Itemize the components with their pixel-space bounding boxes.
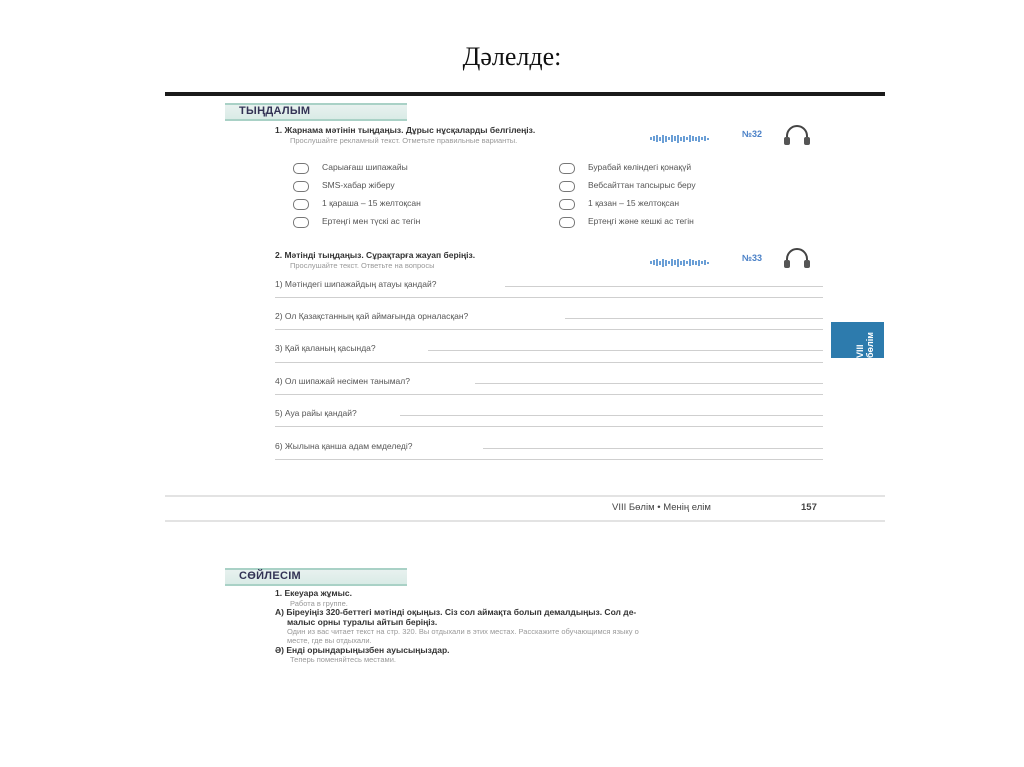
headphones-icon bbox=[782, 124, 812, 146]
footer-chapter: VIII Бөлім • Менің елім bbox=[612, 502, 711, 513]
page-number: 157 bbox=[801, 502, 817, 513]
option-label: Ертеңгі және кешкі ас тегін bbox=[588, 216, 694, 226]
option-label: 1 қазан – 15 желтоқсан bbox=[588, 198, 680, 208]
answer-line[interactable] bbox=[275, 362, 823, 363]
question-text: 2) Ол Қазақстанның қай аймағында орналасқан? bbox=[275, 311, 469, 321]
answer-line[interactable] bbox=[275, 459, 823, 460]
question-text: 3) Қай қаланың қасында? bbox=[275, 343, 376, 353]
audio-wave-icon bbox=[650, 254, 710, 262]
task-a-sub2: месте, где вы отдыхали. bbox=[287, 636, 372, 645]
track-number: №32 bbox=[742, 129, 763, 139]
task-title: 1. Жарнама мәтінін тыңдаңыз. Дұрыс нұсқаларды белгілеңіз. bbox=[275, 125, 536, 135]
option-label: Бурабай көліндегі қонақүй bbox=[588, 162, 692, 172]
option-label: 1 қараша – 15 желтоқсан bbox=[322, 198, 421, 208]
option-checkbox[interactable] bbox=[559, 163, 575, 174]
answer-line[interactable] bbox=[475, 383, 823, 384]
task-subtitle: Прослушайте текст. Ответьте на вопросы bbox=[290, 261, 435, 270]
slide-title: Дәлелде: bbox=[462, 42, 562, 71]
option-checkbox[interactable] bbox=[293, 181, 309, 192]
answer-line[interactable] bbox=[275, 297, 823, 298]
task-subtitle: Работа в группе. bbox=[290, 599, 348, 608]
answer-line[interactable] bbox=[275, 329, 823, 330]
answer-line[interactable] bbox=[483, 448, 823, 449]
option-checkbox[interactable] bbox=[559, 181, 575, 192]
answer-line[interactable] bbox=[275, 426, 823, 427]
question-text: 1) Мәтіндегі шипажайдың атауы қандай? bbox=[275, 279, 437, 289]
task-a-sub1: Один из вас читает текст на стр. 320. Вы отдыхали в этих местах. Расскажите обучающимся языку о bbox=[287, 627, 639, 636]
question-text: 5) Ауа райы қандай? bbox=[275, 408, 357, 418]
audio-wave-icon bbox=[650, 130, 710, 138]
option-label: SMS-хабар жіберу bbox=[322, 180, 395, 190]
option-checkbox[interactable] bbox=[293, 199, 309, 210]
section-title: СӨЙЛЕСІМ bbox=[239, 570, 302, 582]
track-number: №33 bbox=[742, 253, 763, 263]
option-label: Вебсайттан тапсырыс беру bbox=[588, 180, 696, 190]
option-checkbox[interactable] bbox=[559, 217, 575, 228]
section-header-listening bbox=[225, 103, 407, 121]
option-label: Сарыағаш шипажайы bbox=[322, 162, 408, 172]
task-a-line2: малыс орны туралы айтып беріңіз. bbox=[287, 617, 438, 627]
page-footer-rule bbox=[165, 495, 885, 497]
answer-line[interactable] bbox=[400, 415, 823, 416]
question-text: 6) Жылына қанша адам емделеді? bbox=[275, 441, 413, 451]
answer-line[interactable] bbox=[275, 394, 823, 395]
task-b-sub: Теперь поменяйтесь местами. bbox=[290, 655, 396, 664]
answer-line[interactable] bbox=[428, 350, 823, 351]
option-label: Ертеңгі мен түскі ас тегін bbox=[322, 216, 421, 226]
option-checkbox[interactable] bbox=[293, 217, 309, 228]
task-title: 1. Екеуара жұмыс. bbox=[275, 588, 353, 598]
answer-line[interactable] bbox=[565, 318, 823, 319]
answer-line[interactable] bbox=[505, 286, 823, 287]
page-bottom-rule bbox=[165, 520, 885, 522]
question-text: 4) Ол шипажай несімен танымал? bbox=[275, 376, 410, 386]
task-subtitle: Прослушайте рекламный текст. Отметьте правильные варианты. bbox=[290, 136, 518, 145]
chapter-side-tab bbox=[831, 322, 884, 358]
section-title: ТЫҢДАЛЫМ bbox=[239, 105, 311, 117]
option-checkbox[interactable] bbox=[559, 199, 575, 210]
section-header-speaking bbox=[225, 568, 407, 586]
task-a-line1: А) Біреуіңіз 320-беттегі мәтінді оқыңыз. Сіз сол аймақта болып демалдыңыз. Сол де- bbox=[275, 607, 637, 617]
title-divider bbox=[165, 92, 885, 96]
task-title: 2. Мәтінді тыңдаңыз. Сұрақтарға жауап беріңіз. bbox=[275, 250, 476, 260]
headphones-icon bbox=[782, 247, 812, 269]
option-checkbox[interactable] bbox=[293, 163, 309, 174]
task-b-title: Ә) Енді орындарыңызбен ауысыңыздар. bbox=[275, 645, 450, 655]
chapter-tab-label: VIII бөлім bbox=[855, 332, 875, 358]
